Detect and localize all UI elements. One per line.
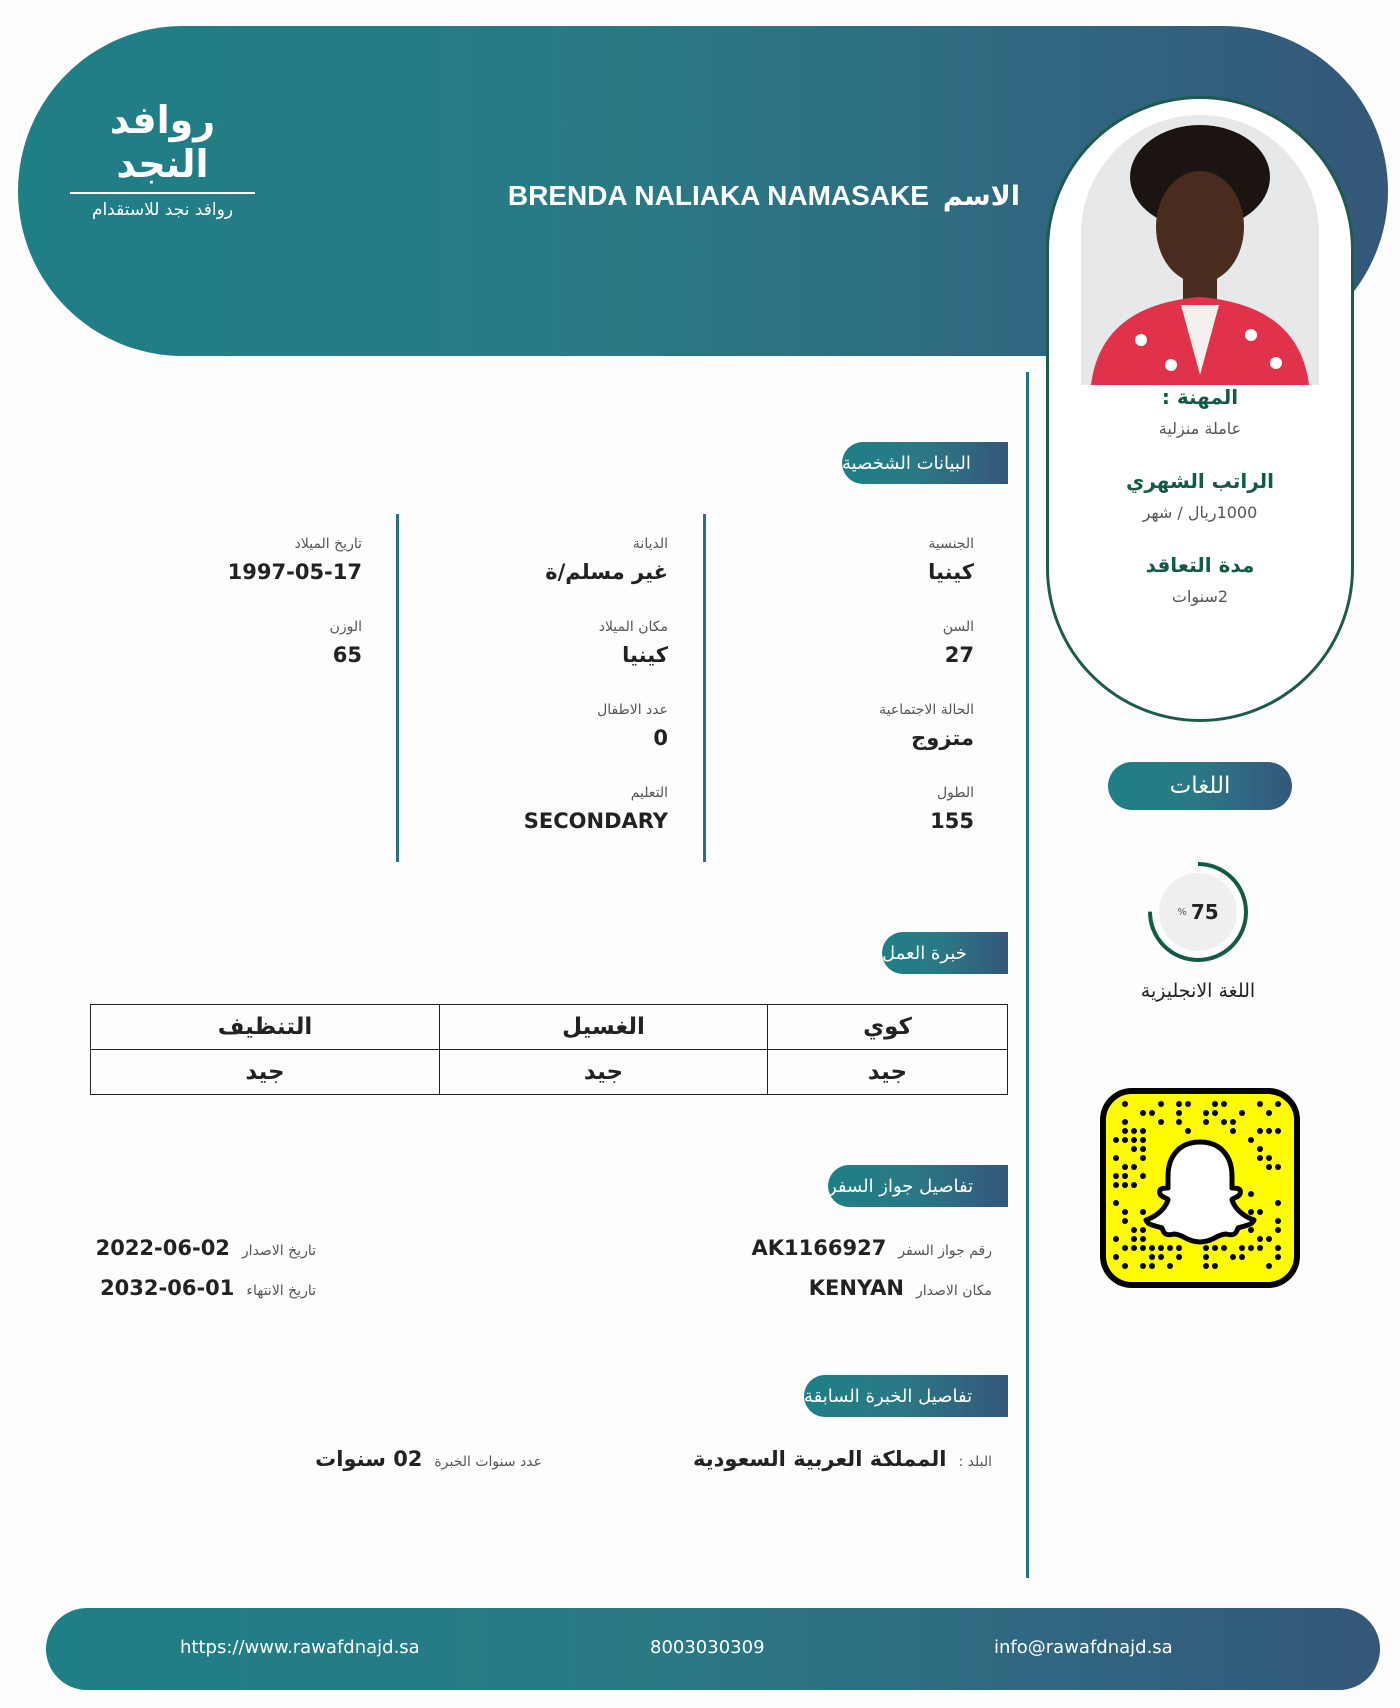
weight-label: الوزن bbox=[329, 619, 362, 635]
previous-years-label: عدد سنوات الخبرة bbox=[434, 1454, 542, 1470]
education-value: SECONDARY bbox=[523, 809, 668, 833]
language-progress-ring bbox=[1146, 860, 1250, 964]
section-experience-title: خبرة العمل bbox=[882, 932, 1008, 974]
logo-tagline: روافد نجد للاستقدام bbox=[91, 200, 234, 220]
logo-mark: روافد النجد bbox=[70, 98, 255, 194]
height-value: 155 bbox=[930, 809, 974, 833]
language-name: اللغة الانجليزية bbox=[1140, 980, 1256, 1002]
previous-years bbox=[315, 1447, 542, 1471]
skill-header: كوي bbox=[768, 1005, 1008, 1050]
passport-expiry-value: 2032-06-01 bbox=[100, 1276, 235, 1300]
candidate-photo bbox=[1081, 115, 1319, 385]
weight-value: 65 bbox=[332, 643, 362, 667]
religion-label: الديانة bbox=[632, 536, 668, 552]
age-value: 27 bbox=[944, 643, 974, 667]
section-previous-title: تفاصيل الخبرة السابقة bbox=[804, 1375, 1008, 1417]
personal-column-1 bbox=[708, 514, 1008, 862]
passport-number-label: رقم جواز السفر bbox=[898, 1243, 992, 1259]
column-separator bbox=[396, 514, 399, 862]
marital-value: متزوج bbox=[911, 726, 974, 750]
passport-number bbox=[752, 1236, 992, 1260]
contract-label: مدة التعاقد bbox=[1145, 553, 1255, 577]
education-label: التعليم bbox=[630, 785, 668, 801]
birthplace-value: كينيا bbox=[622, 643, 668, 667]
name-label: الاسم bbox=[942, 181, 1020, 212]
marital-label: الحالة الاجتماعية bbox=[879, 702, 974, 718]
dob-value: 1997-05-17 bbox=[227, 560, 362, 584]
skill-header: التنظيف bbox=[91, 1005, 440, 1050]
profession-value: عاملة منزلية bbox=[1158, 419, 1242, 438]
skill-value: جيد bbox=[768, 1050, 1008, 1095]
salary-field bbox=[1049, 469, 1351, 522]
height-label: الطول bbox=[936, 785, 974, 801]
children-value: 0 bbox=[653, 726, 668, 750]
personal-column-2 bbox=[402, 514, 702, 862]
contract-value: 2سنوات bbox=[1171, 587, 1229, 606]
passport-issue-value: 2022-06-02 bbox=[95, 1236, 230, 1260]
skill-value: جيد bbox=[91, 1050, 440, 1095]
previous-country-value: المملكة العربية السعودية bbox=[693, 1447, 947, 1471]
passport-expiry-label: تاريخ الانتهاء bbox=[246, 1283, 316, 1299]
candidate-name: BRENDA NALIAKA NAMASAKE bbox=[507, 180, 929, 211]
nationality-label: الجنسية bbox=[928, 536, 974, 552]
salary-label: الراتب الشهري bbox=[1126, 469, 1274, 493]
passport-place-value: KENYAN bbox=[808, 1276, 904, 1300]
birthplace-label: مكان الميلاد bbox=[598, 619, 668, 635]
footer-email[interactable]: info@rawafdnajd.sa bbox=[994, 1637, 1173, 1658]
footer-bar bbox=[46, 1608, 1380, 1690]
dob-label: تاريخ الميلاد bbox=[294, 536, 362, 552]
personal-column-3 bbox=[96, 514, 396, 862]
skill-header: الغسيل bbox=[440, 1005, 768, 1050]
passport-expiry bbox=[100, 1276, 316, 1300]
contract-field bbox=[1049, 553, 1351, 606]
candidate-name-row bbox=[508, 180, 1020, 212]
previous-country-label: البلد : bbox=[958, 1454, 992, 1470]
salary-value: 1000ريال / شهر bbox=[1142, 503, 1258, 522]
skills-table bbox=[90, 1004, 1008, 1095]
age-label: السن bbox=[942, 619, 974, 635]
profile-card bbox=[1046, 96, 1354, 722]
company-logo bbox=[70, 98, 255, 220]
religion-value: غير مسلم/ة bbox=[545, 560, 668, 584]
skill-value: جيد bbox=[440, 1050, 768, 1095]
passport-place bbox=[809, 1276, 992, 1300]
language-value: 75 bbox=[1190, 900, 1219, 924]
profession-label: المهنة : bbox=[1161, 385, 1239, 409]
passport-number-value: AK1166927 bbox=[751, 1236, 887, 1260]
profession-field bbox=[1049, 385, 1351, 438]
section-passport-title: تفاصيل جواز السفر bbox=[828, 1165, 1008, 1207]
section-personal-title: البيانات الشخصية bbox=[842, 442, 1008, 484]
footer-website[interactable]: https://www.rawafdnajd.sa bbox=[180, 1637, 420, 1658]
timeline-divider bbox=[1026, 372, 1029, 1578]
passport-place-label: مكان الاصدار bbox=[916, 1283, 992, 1299]
passport-issue-label: تاريخ الاصدار bbox=[241, 1243, 316, 1259]
footer-phone[interactable]: 8003030309 bbox=[650, 1637, 765, 1658]
previous-country bbox=[693, 1447, 992, 1471]
children-label: عدد الاطفال bbox=[597, 702, 668, 718]
column-separator bbox=[703, 514, 706, 862]
table-row bbox=[91, 1005, 1008, 1050]
nationality-value: كينيا bbox=[928, 560, 974, 584]
language-percent-sign: % bbox=[1177, 906, 1187, 918]
table-row bbox=[91, 1050, 1008, 1095]
previous-years-value: 02 سنوات bbox=[315, 1447, 423, 1471]
passport-issue bbox=[96, 1236, 316, 1260]
snapchat-qr-code[interactable] bbox=[1100, 1088, 1300, 1288]
languages-title: اللغات bbox=[1108, 762, 1292, 810]
